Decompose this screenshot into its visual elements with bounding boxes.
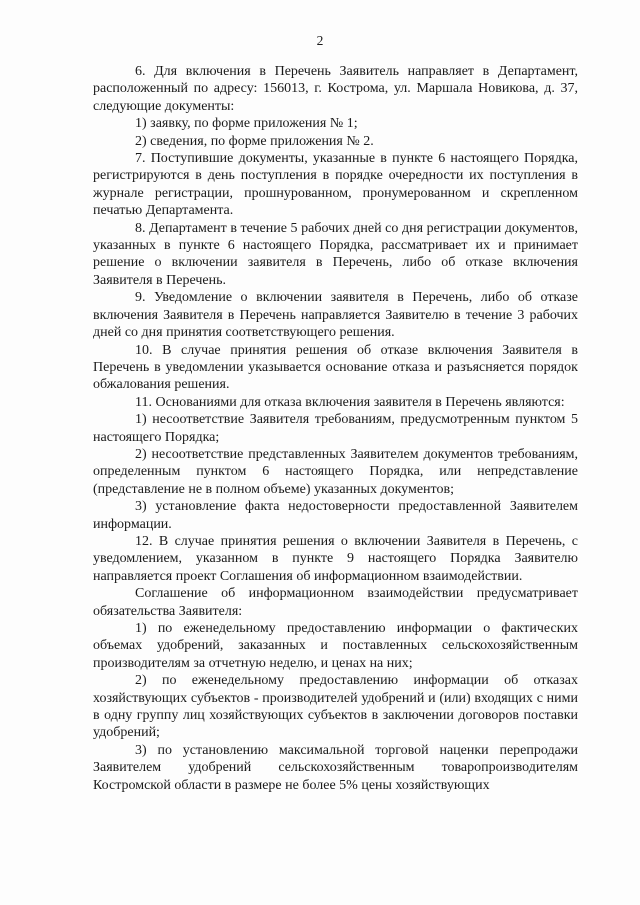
paragraph-9: 9. Уведомление о включении заявителя в Перечень, либо об отказе включения Заявителя в Перечень направляется Заявителю в течение 3 рабочих дней со дня принятия соответствующего решения.	[93, 290, 578, 341]
paragraph-10: 10. В случае принятия решения об отказе включения Заявителя в Перечень в уведомлении указывается основание отказа и разъясняется порядок обжалования решения.	[93, 342, 578, 393]
list-item-11-1: 1) несоответствие Заявителя требованиям, предусмотренным пунктом 5 настоящего Порядка;	[93, 412, 578, 445]
list-item-11-3: 3) установление факта недостоверности предоставленной Заявителем информации.	[93, 499, 578, 532]
document-body	[93, 63, 578, 794]
agreement-paragraph: Соглашение об информационном взаимодействии предусматривает обязательства Заявителя:	[93, 586, 578, 619]
list-item-6-2: 2) сведения, по форме приложения № 2.	[135, 133, 374, 149]
paragraph-12: 12. В случае принятия решения о включении Заявителя в Перечень, с уведомлением, указанном в пункте 9 настоящего Порядка Заявителю направляется проект Соглашения об информационном взаимодействии.	[93, 533, 578, 584]
list-item-11-2: 2) несоответствие представленных Заявителем документов требованиям, определенным пунктом 6 настоящего Порядка, или непредставление (представление не в полном объеме) указанных документов;	[93, 446, 578, 497]
paragraph-6: 6. Для включения в Перечень Заявитель направляет в Департамент, расположенный по адресу: 156013, г. Кострома, ул. Маршала Новикова, д. 37, следующие документы:	[93, 64, 578, 114]
obligation-item-1: 1) по еженедельному предоставлению информации о фактических объемах удобрений, заказанных и поставленных сельскохозяйственным производителям за отчетную неделю, и ценах на них;	[93, 621, 578, 671]
paragraph-8: 8. Департамент в течение 5 рабочих дней со дня регистрации документов, указанных в пункте 6 настоящего Порядка, рассматривает их и принимает решение о включении заявителя в Перечень, либо об отказе включения Заявителя в Перечень.	[93, 220, 578, 288]
page-number: 2	[316, 33, 324, 48]
paragraph-11: 11. Основаниями для отказа включения заявителя в Перечень являются:	[135, 394, 565, 410]
obligation-item-3: 3) по установлению максимальной торговой наценки перепродажи Заявителем удобрений сельскохозяйственным товаропроизводителям Костромской области в размере не более 5% цены хозяйствующих	[93, 742, 578, 793]
list-item-6-1: 1) заявку, по форме приложения № 1;	[135, 116, 358, 132]
obligation-item-2: 2) по еженедельному предоставлению информации об отказах хозяйствующих субъектов - производителей удобрений и (или) входящих с ними в одну группу лиц хозяйствующих субъектов в заключении договоров поставки удобрений;	[93, 673, 578, 741]
paragraph-7: 7. Поступившие документы, указанные в пункте 6 настоящего Порядка, регистрируются в день поступления в порядке очередности их поступления в журнале регистрации, прошнурованном, пронумерованном и скрепленном печатью Департамента.	[93, 151, 578, 219]
